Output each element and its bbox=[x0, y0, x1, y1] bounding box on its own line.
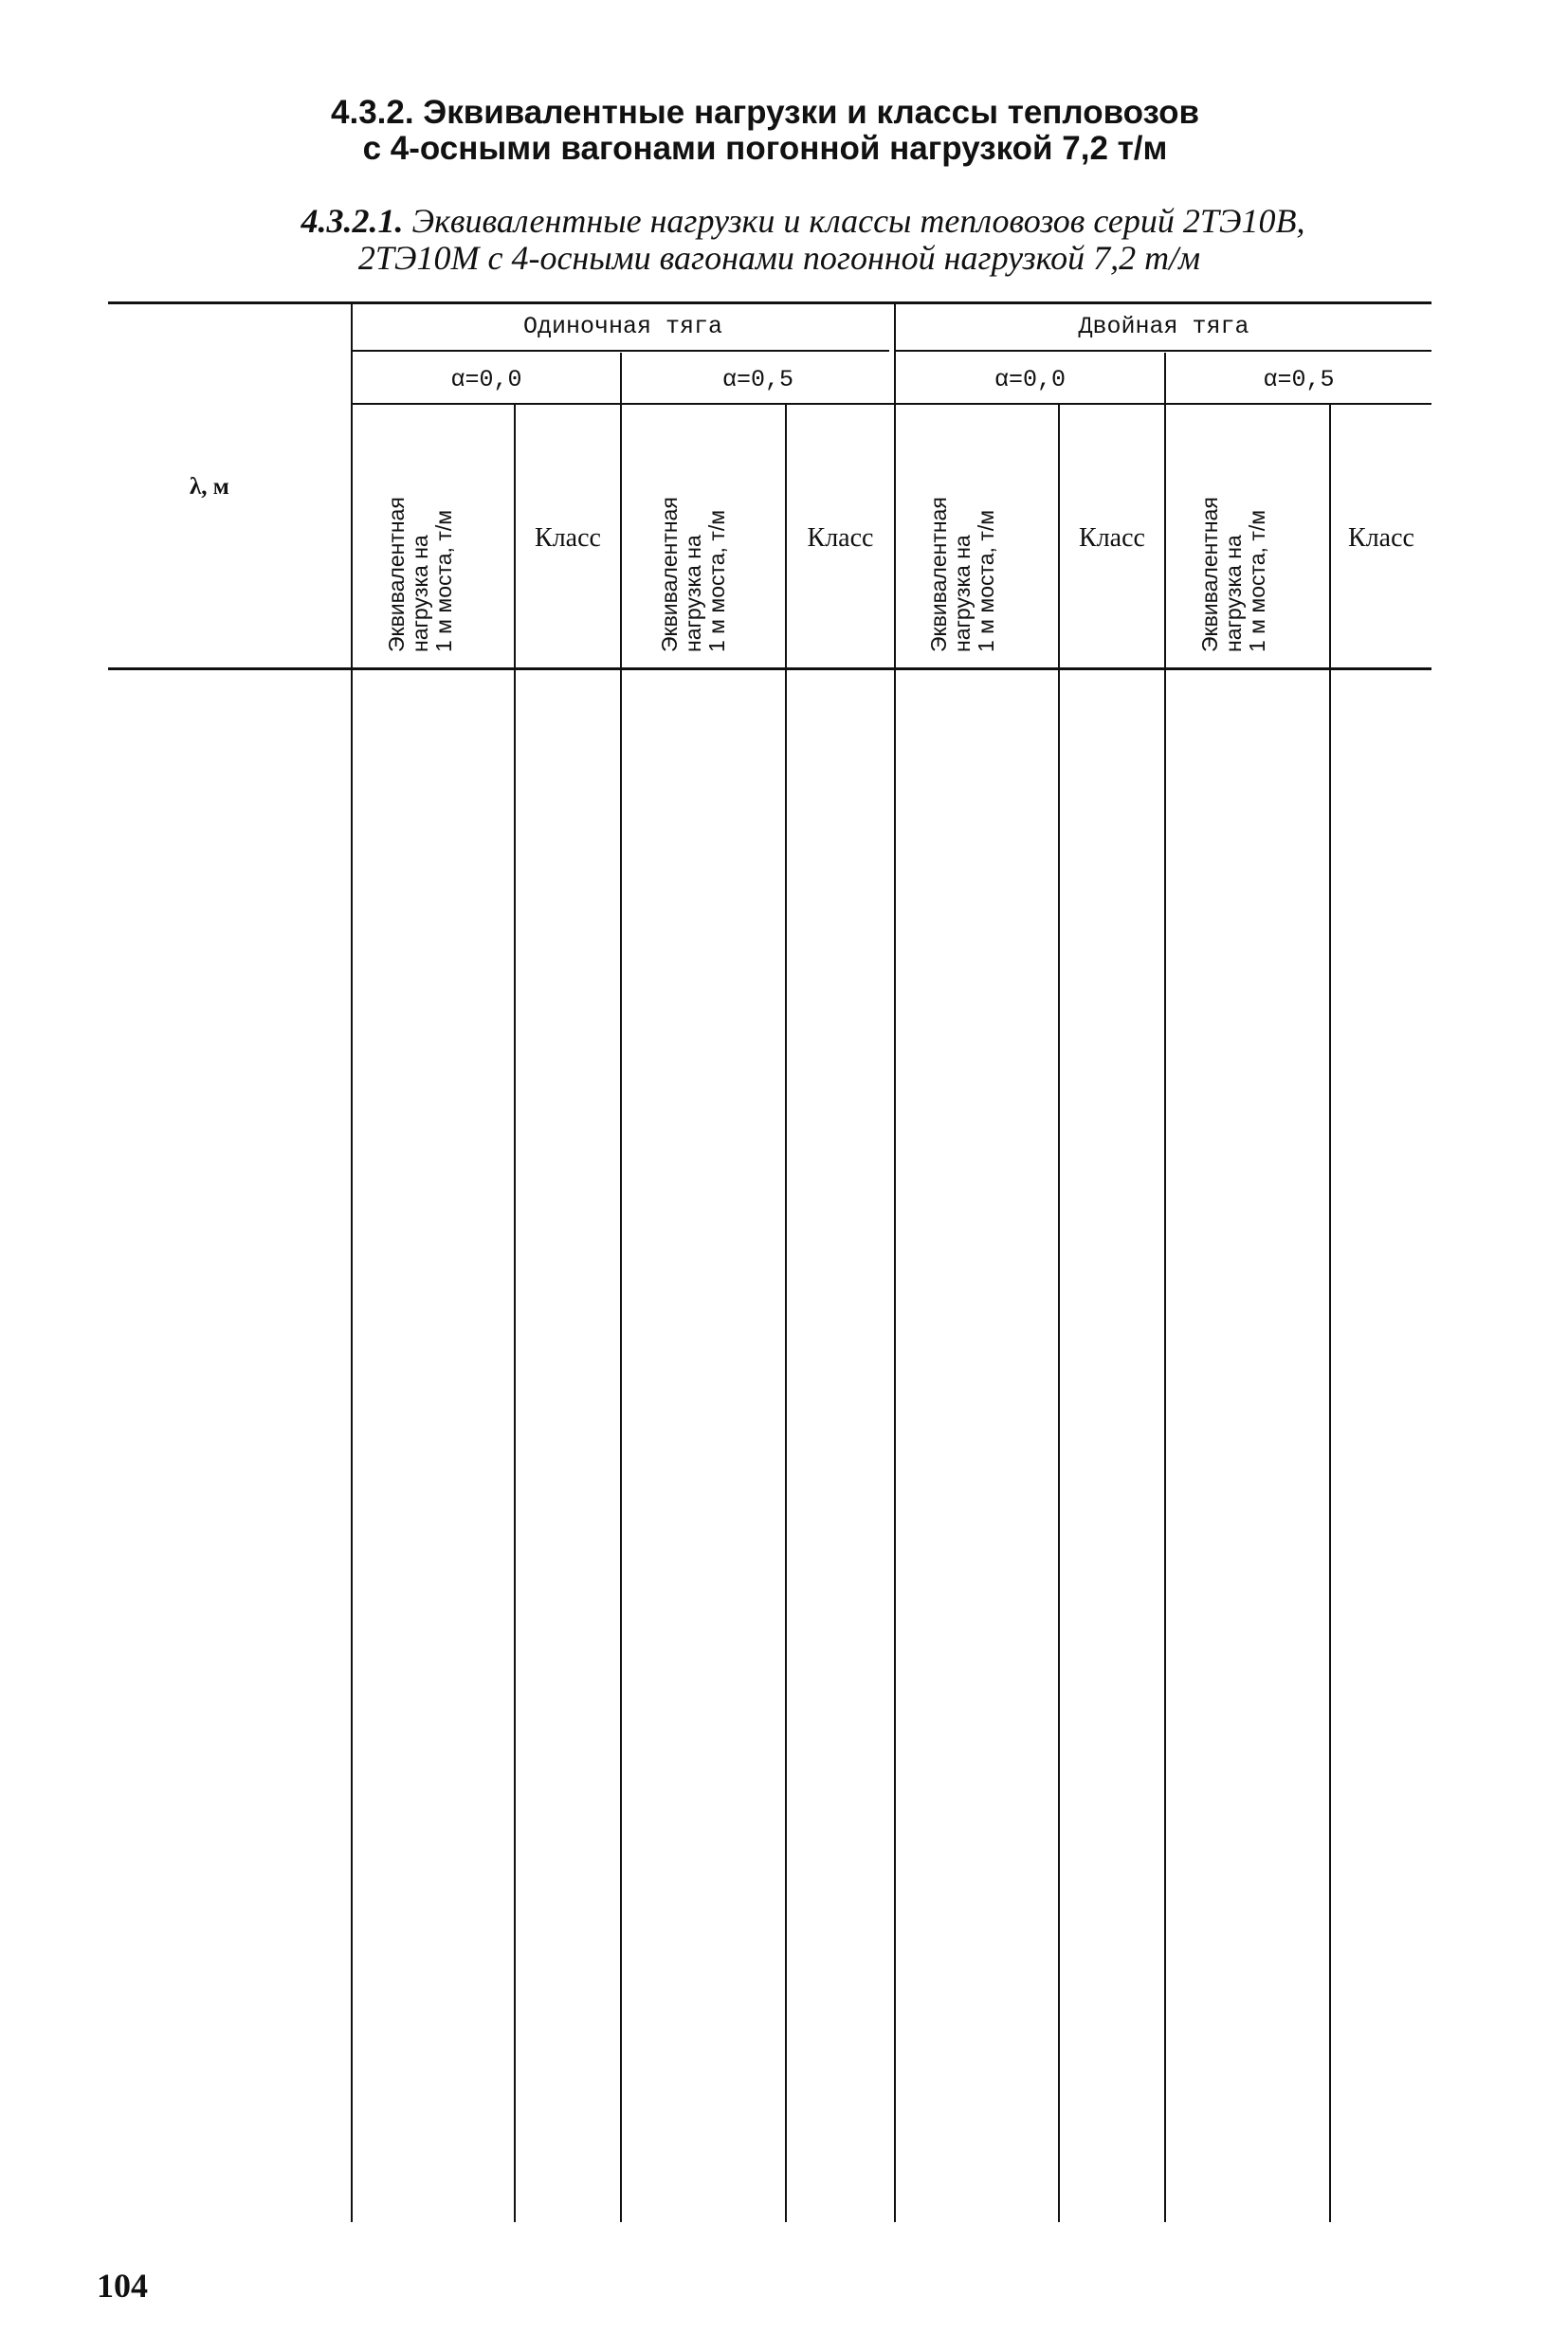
group-rule-double bbox=[895, 350, 1431, 352]
section-title bbox=[0, 95, 1568, 167]
alpha-header: α=0,5 bbox=[1263, 366, 1335, 393]
section-title-line-1: 4.3.2. Эквивалентные нагрузки и классы тепловозов bbox=[331, 94, 1199, 131]
vrule-lambda bbox=[351, 303, 353, 2222]
vrule-7 bbox=[1329, 405, 1331, 2222]
load-header: Эквивалентная нагрузка на 1 м моста, т/м bbox=[926, 497, 998, 652]
vrule-5 bbox=[1058, 405, 1060, 2222]
table-top-rule bbox=[108, 301, 1431, 304]
section-title-line-2: с 4-осными вагонами погонной нагрузкой 7,2 т/м bbox=[362, 130, 1168, 167]
vrule-1 bbox=[514, 405, 516, 2222]
load-header: Эквивалентная нагрузка на 1 м моста, т/м bbox=[384, 497, 456, 652]
vrule-3 bbox=[785, 405, 787, 2222]
alpha-rule bbox=[351, 403, 1431, 405]
header-bottom-rule bbox=[108, 667, 1431, 670]
alpha-header: α=0,0 bbox=[450, 366, 522, 393]
group-header-single: Одиночная тяга bbox=[522, 313, 723, 340]
vrule-2 bbox=[620, 353, 622, 2222]
page-number: 104 bbox=[97, 2267, 148, 2305]
subsection-number: 4.3.2.1. bbox=[301, 202, 404, 240]
class-header: Класс bbox=[1079, 523, 1145, 553]
alpha-header: α=0,5 bbox=[721, 366, 793, 393]
vrule-6 bbox=[1164, 353, 1166, 2222]
class-header: Класс bbox=[535, 523, 601, 553]
lambda-header: λ, м bbox=[190, 474, 229, 500]
load-header: Эквивалентная нагрузка на 1 м моста, т/м bbox=[1197, 497, 1269, 652]
alpha-header: α=0,0 bbox=[994, 366, 1066, 393]
subsection-title bbox=[0, 203, 1568, 277]
subsection-title-line-1: Эквивалентные нагрузки и классы тепловозов серий 2ТЭ10В, bbox=[411, 202, 1305, 240]
class-header: Класс bbox=[807, 523, 874, 553]
group-header-double: Двойная тяга bbox=[1078, 313, 1249, 340]
class-header: Класс bbox=[1348, 523, 1414, 553]
group-rule-single bbox=[351, 350, 889, 352]
vrule-4 bbox=[894, 303, 896, 2222]
subsection-title-line-2: 2ТЭ10М с 4-осными вагонами погонной нагрузкой 7,2 т/м bbox=[357, 239, 1201, 277]
load-header: Эквивалентная нагрузка на 1 м моста, т/м bbox=[657, 497, 729, 652]
